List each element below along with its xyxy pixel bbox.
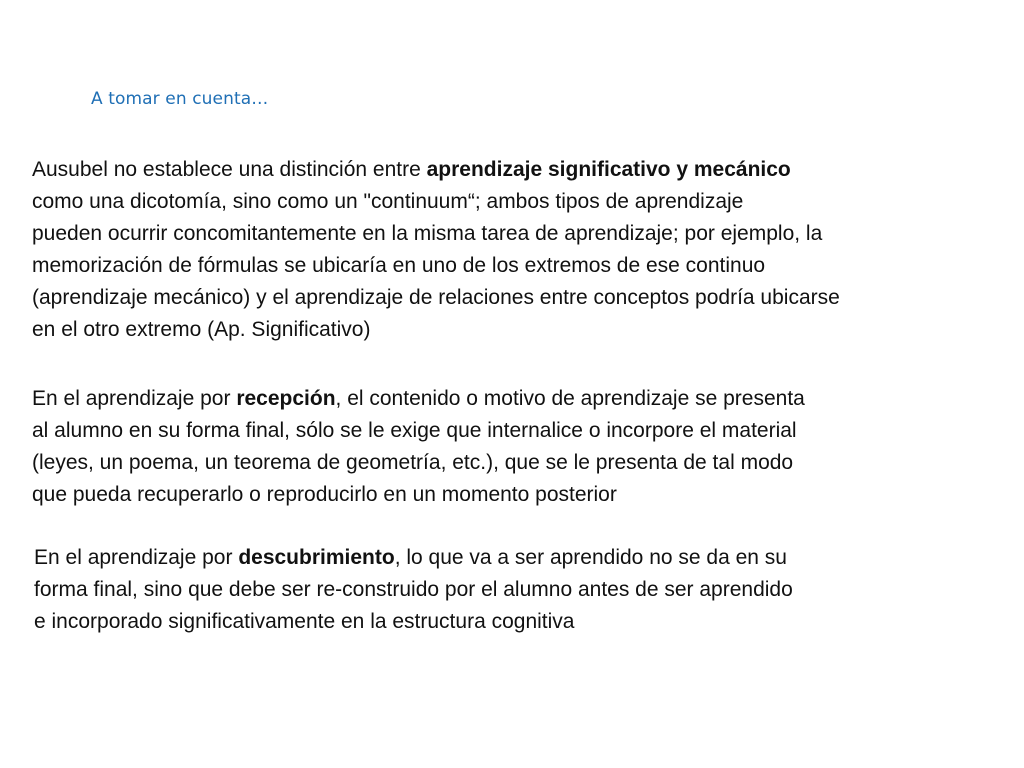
paragraph-descubrimiento <box>34 542 793 638</box>
text-run: Ausubel no establece una distinción entre <box>32 158 427 181</box>
paragraph-line <box>32 282 840 314</box>
paragraph-line <box>32 154 840 186</box>
paragraph-line <box>32 383 805 415</box>
text-run: pueden ocurrir concomitantemente en la misma tarea de aprendizaje; por ejemplo, la <box>32 222 823 245</box>
text-run: (aprendizaje mecánico) y el aprendizaje de relaciones entre conceptos podría ubicarse <box>32 286 840 309</box>
bold-term: descubrimiento <box>238 546 395 569</box>
paragraph-line <box>32 314 840 346</box>
paragraph-line <box>32 447 805 479</box>
text-run: como una dicotomía, sino como un "continuum“; ambos tipos de aprendizaje <box>32 190 744 213</box>
paragraph-line <box>32 415 805 447</box>
text-run: que pueda recuperarlo o reproducirlo en un momento posterior <box>32 483 617 506</box>
bold-term: aprendizaje significativo y mecánico <box>426 158 791 181</box>
paragraph-line <box>32 186 840 218</box>
paragraph-line <box>34 606 793 638</box>
paragraph-line <box>32 218 840 250</box>
paragraph-line <box>34 542 793 574</box>
text-run: , el contenido o motivo de aprendizaje se presenta <box>335 387 805 410</box>
bold-term: recepción <box>236 387 336 410</box>
paragraph-recepcion <box>32 383 805 511</box>
slide-title: A tomar en cuenta… <box>91 89 269 109</box>
paragraph-line <box>32 479 805 511</box>
paragraph-line <box>34 574 793 606</box>
text-run: En el aprendizaje por <box>32 387 237 410</box>
text-run: en el otro extremo (Ap. Significativo) <box>32 318 371 341</box>
paragraph-ausubel <box>32 154 840 346</box>
text-run: memorización de fórmulas se ubicaría en uno de los extremos de ese continuo <box>32 254 766 277</box>
text-run: forma final, sino que debe ser re-construido por el alumno antes de ser aprendido <box>34 578 793 601</box>
text-run: e incorporado significativamente en la estructura cognitiva <box>34 610 575 633</box>
paragraph-line <box>32 250 840 282</box>
text-run: , lo que va a ser aprendido no se da en su <box>394 546 787 569</box>
text-run: En el aprendizaje por <box>34 546 239 569</box>
text-run: (leyes, un poema, un teorema de geometría, etc.), que se le presenta de tal modo <box>32 451 794 474</box>
text-run: al alumno en su forma final, sólo se le exige que internalice o incorpore el material <box>32 419 797 442</box>
